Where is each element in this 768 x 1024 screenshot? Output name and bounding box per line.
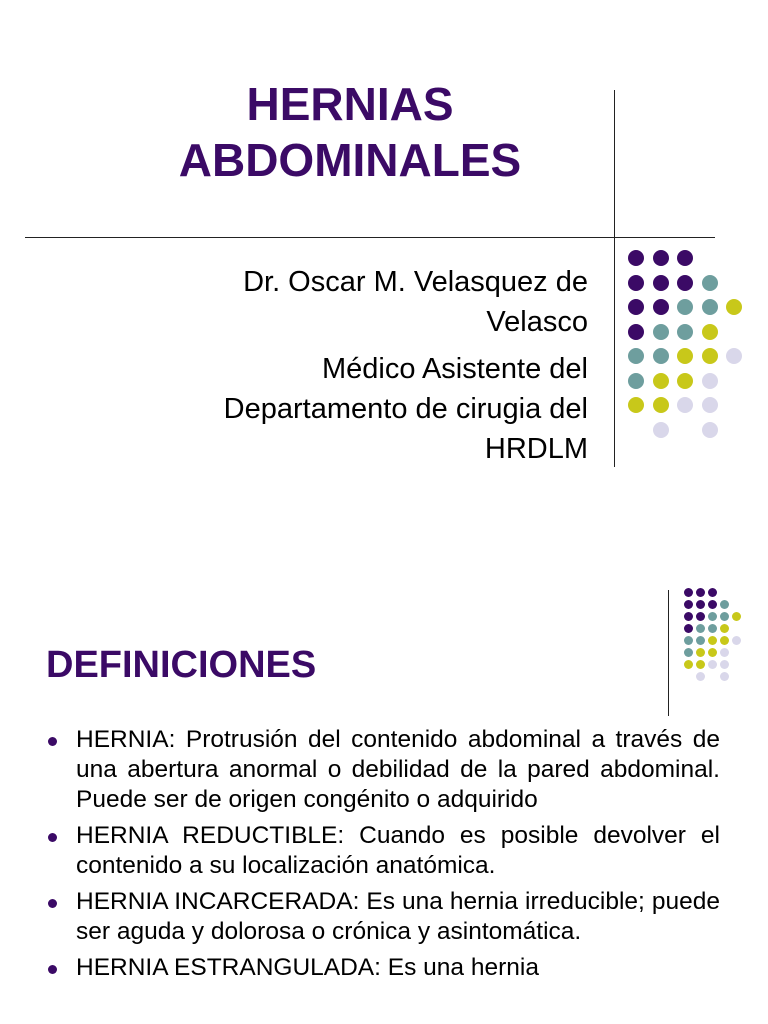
dot-mark bbox=[720, 648, 729, 657]
dot-mark bbox=[696, 660, 705, 669]
slide-title bbox=[100, 76, 600, 188]
dot-mark bbox=[684, 588, 693, 597]
dot-mark bbox=[702, 324, 718, 340]
dot-mark bbox=[696, 588, 705, 597]
dot-mark bbox=[708, 624, 717, 633]
dot-mark bbox=[696, 624, 705, 633]
dot-mark bbox=[628, 397, 644, 413]
dot-mark bbox=[702, 397, 718, 413]
dot-mark bbox=[708, 612, 717, 621]
dot-mark bbox=[628, 348, 644, 364]
list-item: HERNIA ESTRANGULADA: Es una hernia bbox=[48, 953, 720, 983]
dot-mark bbox=[653, 299, 669, 315]
definitions-slide bbox=[0, 560, 768, 1024]
dot-mark bbox=[684, 636, 693, 645]
dot-mark bbox=[732, 612, 741, 621]
bullet-icon bbox=[48, 965, 57, 974]
dot-mark bbox=[702, 422, 718, 438]
dot-mark bbox=[720, 600, 729, 609]
dot-mark bbox=[696, 600, 705, 609]
dot-mark bbox=[677, 275, 693, 291]
dot-mark bbox=[696, 636, 705, 645]
dot-mark bbox=[653, 250, 669, 266]
dot-mark bbox=[677, 299, 693, 315]
dot-mark bbox=[708, 660, 717, 669]
dot-mark bbox=[684, 612, 693, 621]
vertical-divider bbox=[614, 90, 615, 467]
title-divider bbox=[25, 237, 715, 238]
bullet-icon bbox=[48, 737, 57, 746]
author-name: Dr. Oscar M. Velasquez de Velasco bbox=[243, 266, 588, 338]
dot-mark bbox=[708, 588, 717, 597]
dot-mark bbox=[726, 299, 742, 315]
list-item: HERNIA: Protrusión del contenido abdominal a través de una abertura anormal o debilidad de la pared abdominal. Puede ser de origen congénito o adquirido bbox=[48, 725, 720, 815]
list-item: HERNIA INCARCERADA: Es una hernia irreducible; puede ser aguda y dolorosa o crónica y asintomática. bbox=[48, 887, 720, 947]
dot-mark bbox=[653, 373, 669, 389]
dot-mark bbox=[628, 250, 644, 266]
dot-mark bbox=[696, 648, 705, 657]
dot-mark bbox=[702, 373, 718, 389]
dot-mark bbox=[702, 348, 718, 364]
bullet-icon bbox=[48, 833, 57, 842]
dot-mark bbox=[677, 250, 693, 266]
dot-mark bbox=[708, 648, 717, 657]
vertical-divider bbox=[668, 590, 669, 716]
dot-mark bbox=[720, 624, 729, 633]
dot-mark bbox=[684, 660, 693, 669]
dot-mark bbox=[628, 299, 644, 315]
dot-mark bbox=[677, 397, 693, 413]
dot-mark bbox=[653, 397, 669, 413]
definitions-list bbox=[48, 725, 720, 989]
dot-mark bbox=[653, 422, 669, 438]
dot-mark bbox=[653, 348, 669, 364]
dot-mark bbox=[677, 373, 693, 389]
dot-mark bbox=[677, 348, 693, 364]
title-line-2: ABDOMINALES bbox=[178, 134, 522, 186]
dot-mark bbox=[696, 612, 705, 621]
dot-mark bbox=[628, 275, 644, 291]
dot-mark bbox=[628, 324, 644, 340]
dot-mark bbox=[726, 348, 742, 364]
dot-mark bbox=[684, 624, 693, 633]
list-item: HERNIA REDUCTIBLE: Cuando es posible devolver el contenido a su localización anatómica. bbox=[48, 821, 720, 881]
author-role: Médico Asistente del Departamento de cirugia del HRDLM bbox=[223, 353, 588, 465]
dot-mark bbox=[684, 600, 693, 609]
dot-mark bbox=[653, 324, 669, 340]
dot-mark bbox=[677, 324, 693, 340]
dot-mark bbox=[708, 600, 717, 609]
slide-title: DEFINICIONES bbox=[46, 644, 317, 686]
dot-mark bbox=[720, 660, 729, 669]
dot-mark bbox=[720, 672, 729, 681]
dot-mark bbox=[702, 275, 718, 291]
dot-mark bbox=[653, 275, 669, 291]
dot-mark bbox=[720, 636, 729, 645]
bullet-icon bbox=[48, 899, 57, 908]
title-line-1: HERNIAS bbox=[246, 78, 454, 130]
dot-mark bbox=[684, 648, 693, 657]
slide-subtitle bbox=[120, 262, 588, 476]
dot-mark bbox=[696, 672, 705, 681]
dot-mark bbox=[628, 373, 644, 389]
dot-mark bbox=[702, 299, 718, 315]
dot-mark bbox=[720, 612, 729, 621]
dot-mark bbox=[732, 636, 741, 645]
dot-mark bbox=[708, 636, 717, 645]
